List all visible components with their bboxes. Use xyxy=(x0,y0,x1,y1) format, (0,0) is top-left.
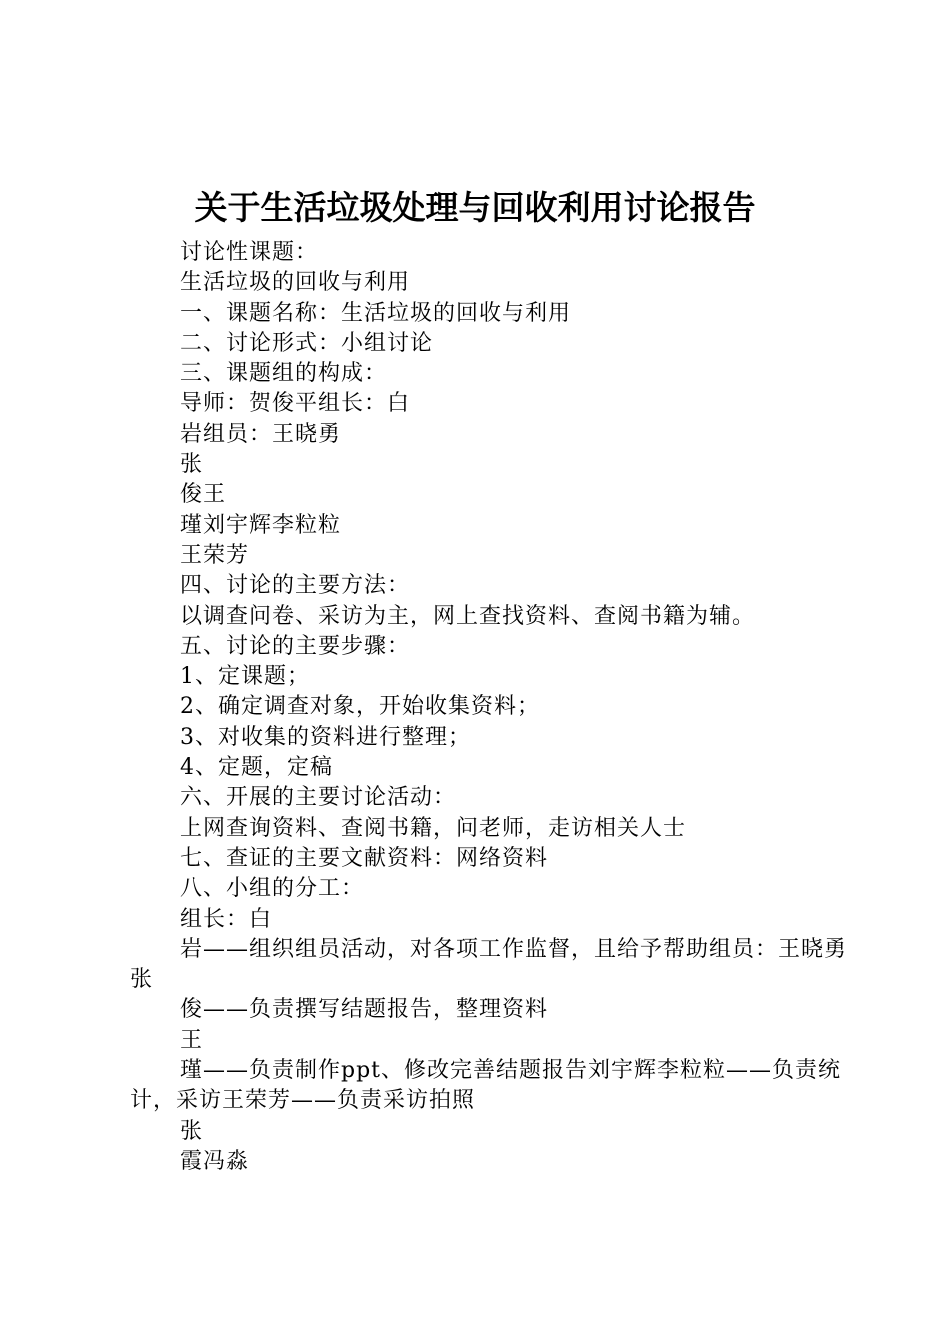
text-line: 讨论性课题： xyxy=(180,240,319,265)
text-line: 四、讨论的主要方法： xyxy=(180,573,411,599)
text-line: 组长：白 xyxy=(180,906,273,932)
text-line: 岩组员：王晓勇 xyxy=(180,421,342,447)
text-line: 上网查询资料、查阅书籍，问老师，走访相关人士 xyxy=(180,815,687,841)
text-line: 导师：贺俊平组长：白 xyxy=(180,391,411,417)
text-line: 4、定题，定稿 xyxy=(180,755,333,781)
text-line: 王荣芳 xyxy=(180,542,250,568)
text-line: 3、对收集的资料进行整理； xyxy=(180,724,471,750)
text-line: 六、开展的主要讨论活动： xyxy=(180,785,457,811)
text-line: 五、讨论的主要步骤： xyxy=(180,633,411,659)
text-line: 生活垃圾的回收与利用 xyxy=(180,270,411,296)
text-line: 霞冯淼 xyxy=(180,1148,250,1174)
text-line: 以调查问卷、采访为主，网上查找资料、查阅书籍为辅。 xyxy=(180,603,756,629)
text-paragraph: 瑾——负责制作ppt、修改完善结题报告刘宇辉李粒粒——负责统计，采访王荣芳——负责采访拍照 xyxy=(130,1058,842,1114)
text-line: 2、确定调查对象，开始收集资料； xyxy=(180,694,540,720)
text-line: 一、课题名称：生活垃圾的回收与利用 xyxy=(180,300,572,326)
text-line: 俊——负责撰写结题报告，整理资料 xyxy=(180,997,549,1023)
text-line: 八、小组的分工： xyxy=(180,876,365,902)
text-paragraph: 岩——组织组员活动，对各项工作监督，且给予帮助组员：王晓勇张 xyxy=(130,936,848,993)
text-line: 王 xyxy=(180,1027,204,1053)
text-line: 1、定课题； xyxy=(180,664,310,690)
document-title: 关于生活垃圾处理与回收利用讨论报告 xyxy=(194,188,756,227)
text-line: 瑾刘宇辉李粒粒 xyxy=(180,512,342,538)
text-line: 二、讨论形式：小组讨论 xyxy=(180,330,434,356)
text-line: 三、课题组的构成： xyxy=(180,361,388,387)
text-line: 张 xyxy=(180,452,204,478)
text-line: 七、查证的主要文献资料：网络资料 xyxy=(180,845,549,871)
document-body xyxy=(130,238,850,1177)
text-line: 张 xyxy=(180,1118,204,1144)
text-line: 俊王 xyxy=(180,482,227,508)
